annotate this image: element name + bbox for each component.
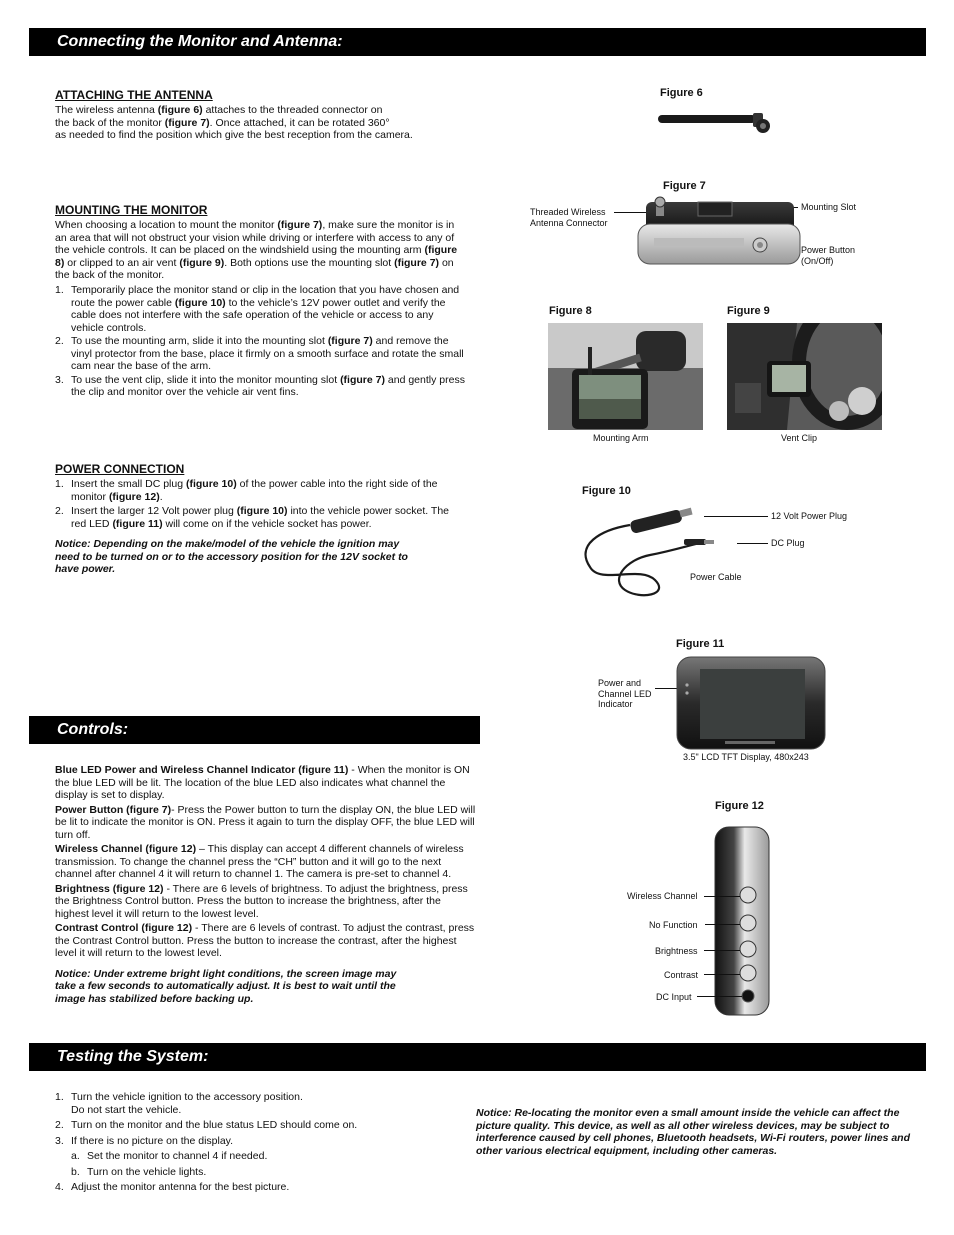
monitor-side-image xyxy=(713,825,773,1017)
label-dc-input: DC Input xyxy=(656,992,692,1002)
power-steps xyxy=(55,478,455,531)
figure-7-title: Figure 7 xyxy=(663,180,706,192)
list-item: 1. Turn the vehicle ignition to the accessory position. Do not start the vehicle. xyxy=(55,1091,303,1116)
figure-10-title: Figure 10 xyxy=(582,485,631,497)
vent-clip-photo xyxy=(727,323,882,430)
label-brightness: Brightness xyxy=(655,946,698,956)
mounting-steps xyxy=(55,284,468,400)
label-mounting-slot: Mounting Slot xyxy=(801,202,857,212)
power-heading: POWER CONNECTION xyxy=(55,462,185,476)
testing-steps xyxy=(55,1091,455,1195)
label-wireless-channel: Wireless Channel xyxy=(627,891,698,901)
label-power-cable: Power Cable xyxy=(690,572,742,582)
leader-line xyxy=(697,996,742,997)
section-title: Testing the System: xyxy=(57,1048,209,1065)
control-contrast: Contrast Control (figure 12) - There are 6 levels of contrast. To adjust the contrast, press the Contrast Control button. Press the button to increase the contrast, after the highest level it will return to the lowest level. xyxy=(55,922,475,959)
mounting-heading: MOUNTING THE MONITOR xyxy=(55,203,208,217)
section-title: Connecting the Monitor and Antenna: xyxy=(57,33,343,50)
caption-mounting-arm: Mounting Arm xyxy=(593,433,649,443)
leader-line xyxy=(704,896,740,897)
control-wireless-channel: Wireless Channel (figure 12) – This display can accept 4 different channels of wireless transmission. To change the channel press the “CH” button and it will go to the next channel after channel 4 it will return to channel 1. The camera is pre-set to channel 4. xyxy=(55,843,464,880)
testing-notice: Notice: Re-locating the monitor even a small amount inside the vehicle can affect the picture quality. This device, as well as all other wireless devices, may be subject to interference caused by cell phones, Bluetooth headsets, Wi-Fi routers, power lines and other various electrical equipment, including other cameras. xyxy=(476,1107,911,1157)
controls-notice: Notice: Under extreme bright light conditions, the screen image may take a few seconds to automatically adjust. It is best to wait until the image has stabilized before backing up. xyxy=(55,967,397,1005)
section-title: Controls: xyxy=(57,721,129,738)
control-brightness: Brightness (figure 12) - There are 6 levels of brightness. To adjust the brightness, press the Brightness Control button. Press the button to increase the brightness, after the highest level it will return to the lowest level. xyxy=(55,882,468,920)
section-header-testing xyxy=(29,1043,926,1071)
leader-line xyxy=(704,974,740,975)
list-item: 1. Insert the small DC plug (figure 10) of the power cable into the right side of the monitor (figure 12). xyxy=(55,478,438,503)
mounting-arm-photo xyxy=(548,323,703,430)
leader-line xyxy=(704,516,768,517)
list-item: 4. Adjust the monitor antenna for the best picture. xyxy=(55,1181,290,1193)
mounting-text: When choosing a location to mount the monitor (figure 7), make sure the monitor is in an area that will not obstruct your vision while driving or interfere with access to any of the vehicle controls. It can be placed on the windshield using the mounting arm (figure 8) or clipped to an air vent (figure 9). Both options use the mounting slot (figure 7) on the back of the monitor. xyxy=(55,219,458,281)
caption-vent-clip: Vent Clip xyxy=(781,433,818,443)
sub-item: a. Set the monitor to channel 4 if needed. xyxy=(71,1150,268,1162)
control-blue-led: Blue LED Power and Wireless Channel Indicator (figure 11) - When the monitor is ON the blue LED will be lit. The location of the blue LED also indicates what channel the display is set to display. xyxy=(55,764,470,801)
figure-12-title: Figure 12 xyxy=(715,800,764,812)
leader-line xyxy=(704,950,740,951)
label-no-function: No Function xyxy=(649,920,698,930)
label-power-button: Power Button (On/Off) xyxy=(801,245,856,266)
figure-11-title: Figure 11 xyxy=(676,638,725,650)
section-header-connecting xyxy=(29,28,926,56)
antenna-text: The wireless antenna (figure 6) attaches to the threaded connector on the back of the monitor (figure 7). Once attached, it can be rotated 360° as needed to find the position which give the best reception from the camera. xyxy=(55,104,413,141)
monitor-front-image xyxy=(675,655,827,751)
monitor-back-image xyxy=(636,198,802,268)
leader-line xyxy=(737,543,768,544)
list-item: 1. Temporarily place the monitor stand or clip in the location that you have chosen and route the power cable (figure 10) to the vehicle’s 12V power outlet and verify the cable does not interfere with the safe operation of the vehicle or access to any vehicle controls. xyxy=(55,284,460,334)
list-item: 2. To use the mounting arm, slide it into the mounting slot (figure 7) and remove the vinyl protector from the base, place it firmly on a smooth surface and rotate the small cam near the base of the arm. xyxy=(55,335,464,372)
antenna-heading: ATTACHING THE ANTENNA xyxy=(55,88,213,102)
label-contrast: Contrast xyxy=(664,970,699,980)
power-cable-image xyxy=(580,505,700,601)
caption-lcd-display: 3.5" LCD TFT Display, 480x243 xyxy=(683,752,809,762)
leader-line xyxy=(705,924,740,925)
figure-8-title: Figure 8 xyxy=(549,305,592,317)
list-item: 3. If there is no picture on the display. a. Set the monitor to channel 4 if needed. b. Turn on the vehicle lights. xyxy=(55,1135,455,1179)
list-item: 2. Turn on the monitor and the blue status LED should come on. xyxy=(55,1119,358,1131)
label-led-indicator: Power and Channel LED Indicator xyxy=(598,678,652,709)
section-header-controls xyxy=(29,716,480,744)
figure-9-title: Figure 9 xyxy=(727,305,770,317)
power-notice: Notice: Depending on the make/model of the vehicle the ignition may need to be turned on or to the accessory position for the 12V socket to have power. xyxy=(55,538,408,575)
list-item: 3. To use the vent clip, slide it into the monitor mounting slot (figure 7) and gently press the clip and monitor over the vehicle air vent fins. xyxy=(55,373,465,398)
list-item: 2. Insert the larger 12 Volt power plug (figure 10) into the vehicle power socket. The red LED (figure 11) will come on if the vehicle socket has power. xyxy=(55,505,450,530)
control-power-button: Power Button (figure 7)- Press the Power button to turn the display ON, the blue LED will be lit to indicate the monitor is ON. Press it again to turn the display OFF, the blue LED will turn off. xyxy=(55,803,476,841)
antenna-image xyxy=(655,110,775,140)
figure-6-title: Figure 6 xyxy=(660,87,703,99)
label-threaded-connector: Threaded Wireless Antenna Connector xyxy=(530,207,608,228)
sub-item: b. Turn on the vehicle lights. xyxy=(71,1165,207,1178)
label-dc-plug: DC Plug xyxy=(771,538,805,548)
controls-text xyxy=(55,764,477,1005)
label-12v-plug: 12 Volt Power Plug xyxy=(771,511,848,521)
